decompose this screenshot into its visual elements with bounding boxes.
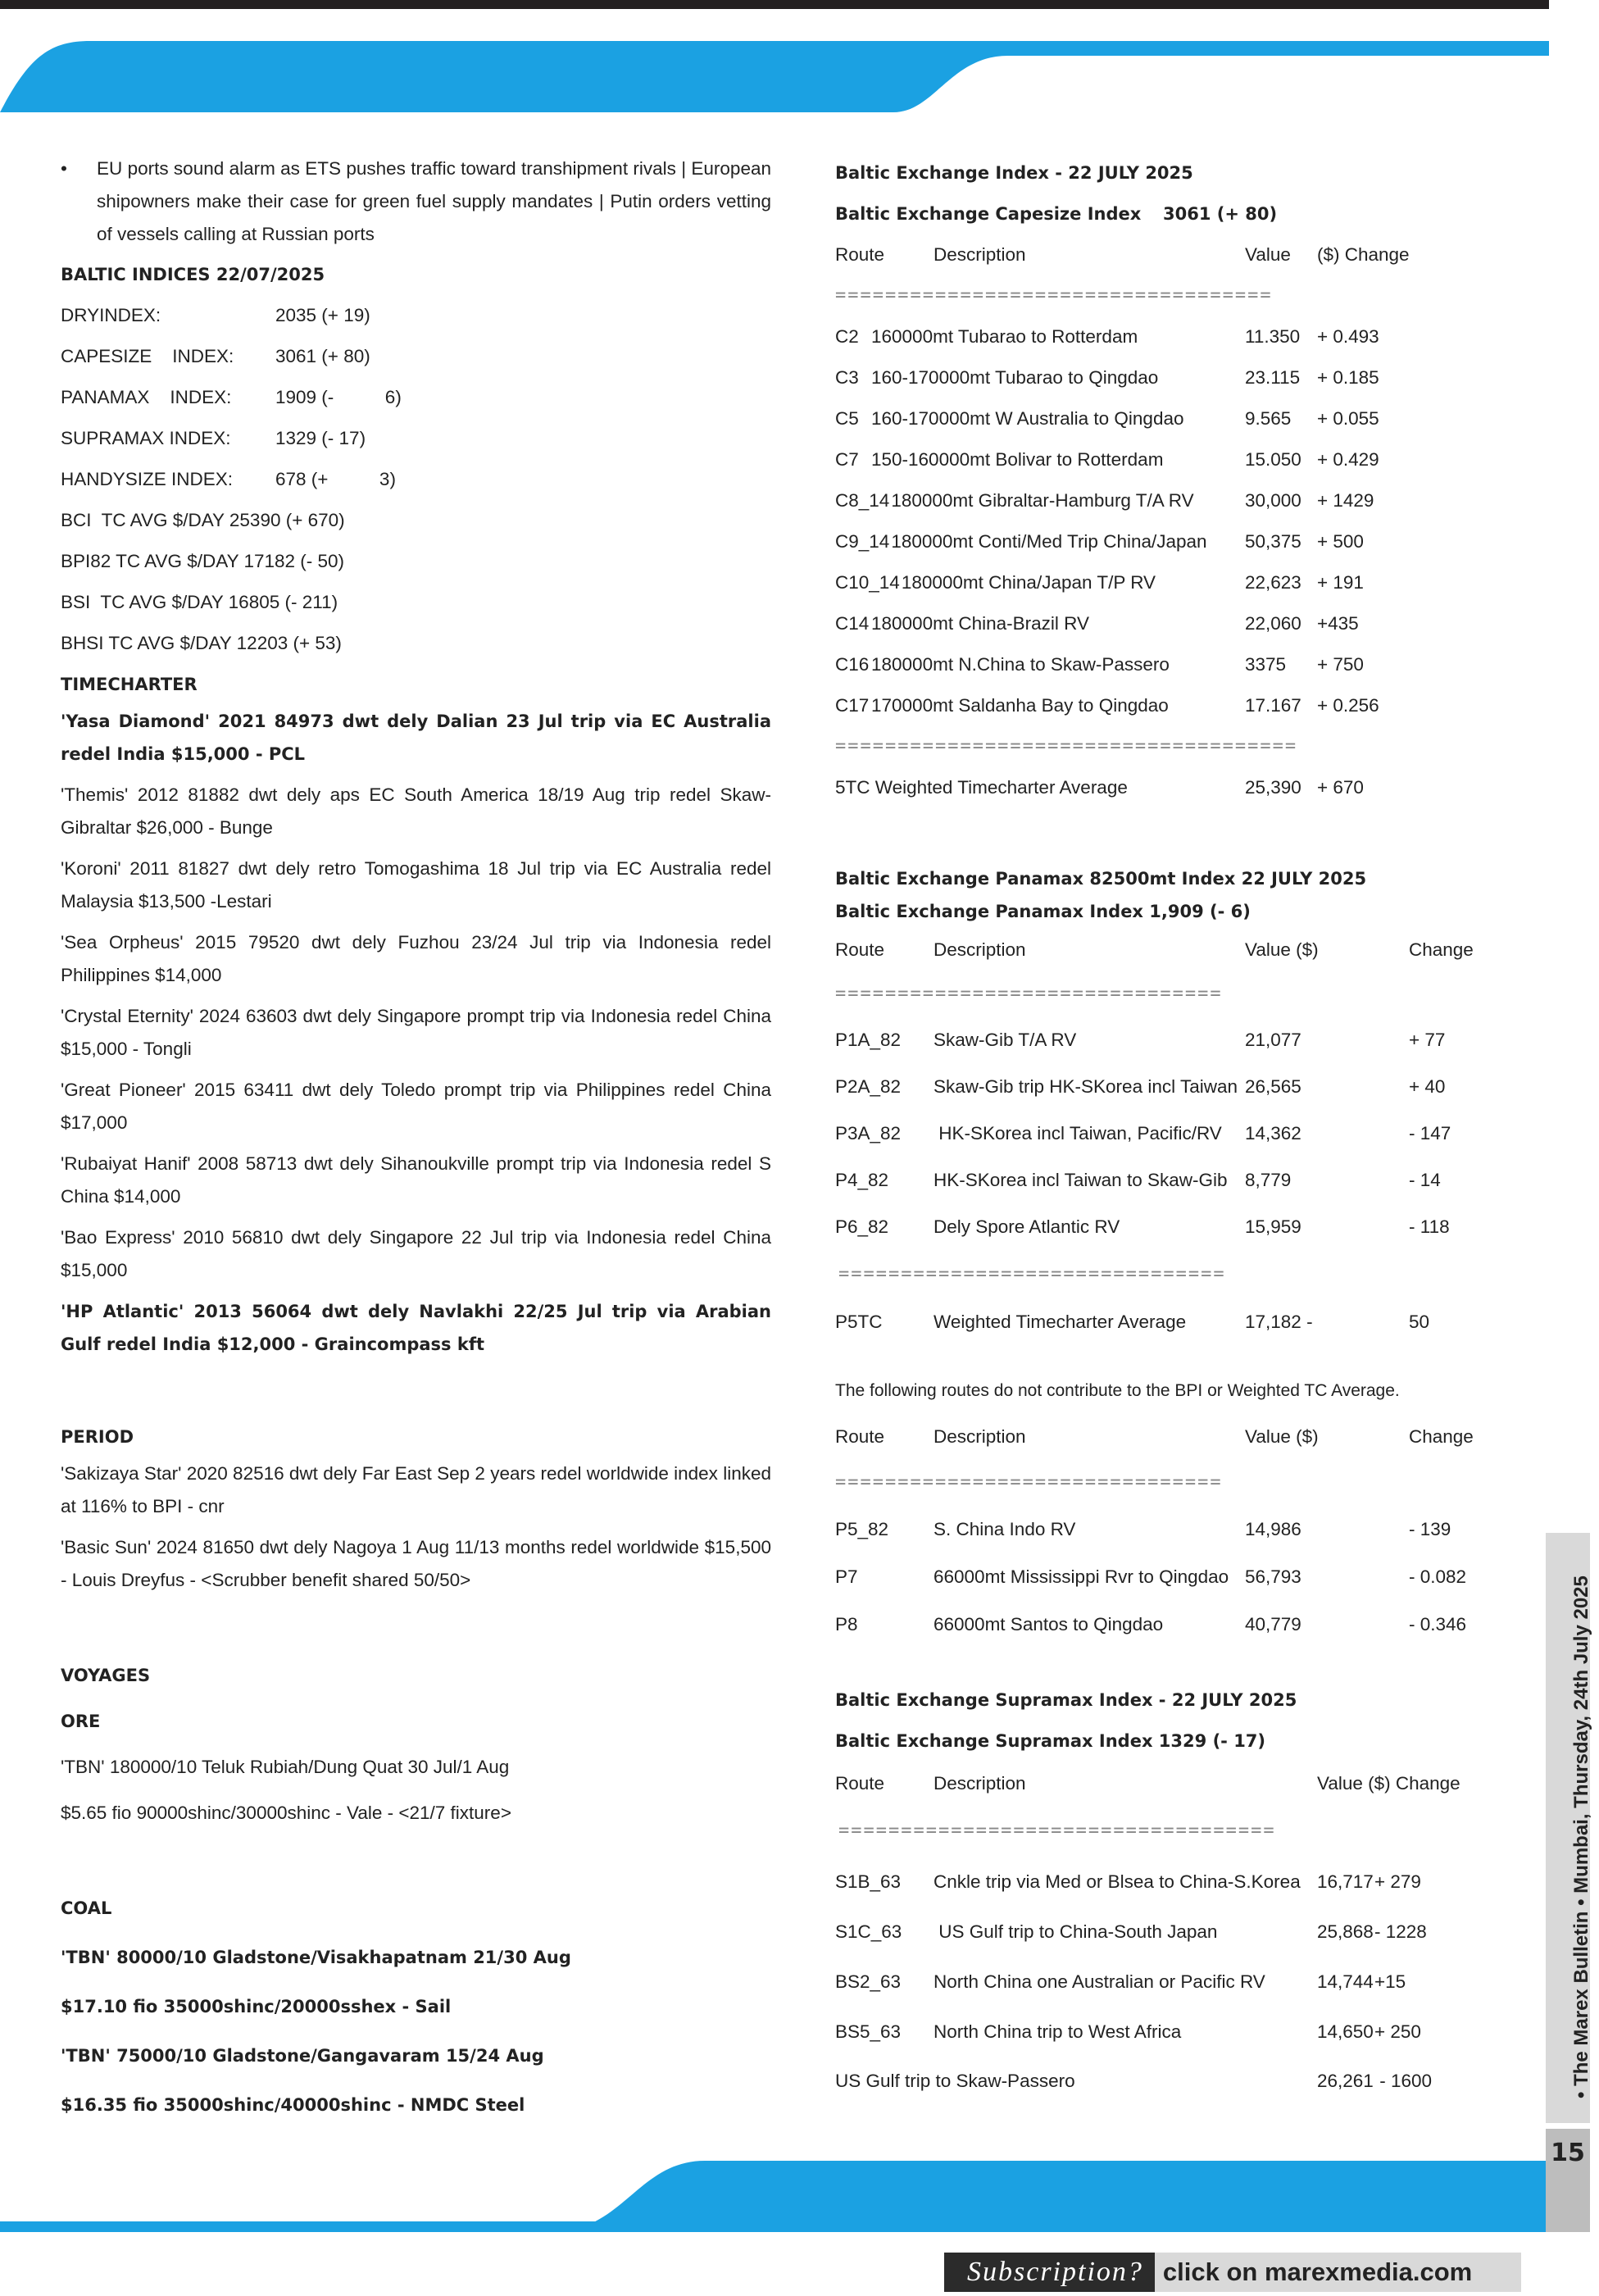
route-description: S. China Indo RV [934,1519,1076,1539]
route-code: P7 [835,1566,858,1587]
capesize-avg-row [835,767,1550,808]
route-value: 30,000 [1245,490,1301,511]
panamax-header-row [835,928,1550,972]
route-change: + 250 [1374,2021,1421,2042]
avg-code: P5TC [835,1312,883,1332]
route-description: 66000mt Mississippi Rvr to Qingdao [934,1566,1229,1587]
route-code: C9_14 [835,531,890,552]
value-group [1245,439,1379,480]
route-change: - 0.346 [1409,1614,1467,1634]
route-change: - 14 [1409,1170,1441,1190]
route-change: + 40 [1409,1076,1446,1097]
subscription-link[interactable]: click on marexmedia.com [1155,2253,1521,2292]
index-value: 1909 (- 6) [275,387,402,407]
route-change: - 147 [1409,1123,1451,1143]
route-change: - 0.082 [1409,1566,1467,1587]
index-value: 2035 (+ 19) [275,305,370,325]
route-value: 22,060 [1245,613,1301,634]
table-row [835,521,1550,562]
period-heading: PERIOD [61,1427,134,1447]
table-row [835,2007,1550,2057]
capesize-subtitle-value: 3061 (+ 80) [1163,204,1278,224]
table-row [835,357,1550,398]
tc-avg-list [61,500,771,664]
route-value: 14,650 [1317,2021,1374,2042]
route-description: 160-170000mt W Australia to Qingdao [871,408,1184,429]
panamax-table-2 [835,1506,1550,1648]
header-blue-band [0,41,1549,112]
value-group [1245,644,1364,685]
value-group [1245,603,1359,644]
supramax-table [835,1857,1550,2057]
tc-avg-line: BPI82 TC AVG $/DAY 17182 (- 50) [61,551,345,571]
route-description: 150-160000mt Bolivar to Rotterdam [871,449,1164,470]
route-change: + 0.185 [1317,367,1379,388]
route-value: 26,261 [1317,2071,1374,2091]
route-value: 26,565 [1245,1076,1301,1097]
route-code: C7 [835,449,859,470]
route-code: C8_14 [835,490,890,511]
supramax-last-row [835,2057,1550,2106]
table-row [835,562,1550,603]
route-value: 14,986 [1245,1519,1301,1539]
route-code: P1A_82 [835,1030,902,1050]
route-change: + 750 [1317,654,1364,675]
route-code: P5_82 [835,1519,889,1539]
route-description: 180000mt Conti/Med Trip China/Japan [891,531,1207,552]
page-number: 15 [1546,2129,1590,2178]
route-code: C2 [835,326,859,347]
footer-blue-line [0,2221,1549,2232]
route-change: + 77 [1409,1030,1446,1050]
index-label: SUPRAMAX INDEX: [61,428,231,448]
route-description: 160-170000mt Tubarao to Qingdao [871,367,1159,388]
col-header-value-change: Value ($) Change [1317,1773,1460,1794]
route-code: P3A_82 [835,1123,902,1143]
fixture-paragraph: 'HP Atlantic' 2013 56064 dwt dely Navlakhi 22/25 Jul trip via Arabian Gulf redel India $12,000 - Graincompass kft [61,1302,771,1354]
indices-heading: BALTIC INDICES 22/07/2025 [61,265,325,284]
route-description: 170000mt Saldanha Bay to Qingdao [871,695,1169,716]
table-row [835,1203,1550,1250]
route-value: 56,793 [1245,1566,1301,1587]
table-row [835,1553,1550,1601]
capesize-subtitle-row [835,193,1550,234]
route-description: HK-SKorea incl Taiwan to Skaw-Gib [934,1170,1228,1190]
route-value: 8,779 [1245,1170,1292,1190]
panamax-avg-row [835,1299,1550,1345]
coal-line: 'TBN' 80000/10 Gladstone/Visakhapatnam 21/30 Aug [61,1948,571,1967]
route-value: 22,623 [1245,572,1301,593]
route-value: 14,744 [1317,1971,1374,1992]
table-row [835,1110,1550,1157]
col-header-route: Route [835,244,885,265]
avg-change: 50 [1409,1312,1430,1332]
separator-line: ===================================== [835,736,1298,757]
fixture-paragraph: 'Crystal Eternity' 2024 63603 dwt dely Singapore prompt trip via Indonesia redel China $15,000 - Tongli [61,1006,771,1059]
fixture-paragraph: 'Themis' 2012 81882 dwt dely aps EC South America 18/19 Aug trip redel Skaw-Gibraltar $26,000 - Bunge [61,784,771,838]
value-group [1245,480,1374,521]
spacer [835,1648,1550,1680]
capesize-header-row [835,234,1550,275]
route-code: P6_82 [835,1216,889,1237]
voyages-heading: VOYAGES [61,1666,151,1685]
subscription-label[interactable]: Subscription? [944,2253,1155,2292]
table-row [835,1601,1550,1648]
table-row [835,1506,1550,1553]
value-group [1245,562,1364,603]
col-header-route: Route [835,1426,885,1447]
capesize-title: Baltic Exchange Index - 22 JULY 2025 [835,163,1193,183]
route-code: P8 [835,1614,858,1634]
subscription-banner[interactable] [944,2253,1521,2292]
route-description: Skaw-Gib trip HK-SKorea incl Taiwan [934,1076,1238,1097]
route-description: 180000mt Gibraltar-Hamburg T/A RV [891,490,1194,511]
capesize-table [835,316,1550,726]
route-description: US Gulf trip to China-South Japan [934,1921,1218,1942]
route-value: 16,717 [1317,1871,1374,1892]
ore-line: 'TBN' 180000/10 Teluk Rubiah/Dung Quat 30 Jul/1 Aug [61,1757,510,1777]
route-description: US Gulf trip to Skaw-Passero [835,2071,1075,2091]
col-header-value: Value ($) [1245,1426,1319,1447]
spacer [835,808,1550,862]
fixture-paragraph: 'Bao Express' 2010 56810 dwt dely Singapore 22 Jul trip via Indonesia redel China $15,000 [61,1227,771,1280]
route-change: + 0.256 [1317,695,1379,716]
index-label: CAPESIZE INDEX: [61,346,234,366]
route-value: 23.115 [1245,367,1301,388]
route-description: HK-SKorea incl Taiwan, Pacific/RV [934,1123,1222,1143]
route-value: 3375 [1245,654,1287,675]
route-description: 160000mt Tubarao to Rotterdam [871,326,1138,347]
route-change: - 1228 [1374,1921,1427,1942]
index-value: 678 (+ 3) [275,469,396,489]
route-description: North China trip to West Africa [934,2021,1182,2042]
table-row [835,644,1550,685]
col-header-value: Value [1245,244,1291,265]
avg-label: Weighted Timecharter Average [934,1312,1187,1332]
route-description: Dely Spore Atlantic RV [934,1216,1120,1237]
route-change: + 500 [1317,531,1364,552]
indices-list [61,295,771,500]
fixture-paragraph: 'Koroni' 2011 81827 dwt dely retro Tomogashima 18 Jul trip via EC Australia redel Malaysia $13,500 -Lestari [61,858,771,912]
avg-label: 5TC Weighted Timecharter Average [835,777,1128,798]
spacer [61,1605,771,1653]
index-row [61,418,771,459]
avg-value: 17,182 - [1245,1312,1313,1332]
route-change: + 191 [1317,572,1364,593]
ore-heading: ORE [61,1712,101,1731]
route-code: S1B_63 [835,1871,902,1892]
value-group [1245,685,1379,726]
route-value: 21,077 [1245,1030,1301,1050]
route-description: 66000mt Santos to Qingdao [934,1614,1164,1634]
table-row [835,316,1550,357]
panamax-subtitle: Baltic Exchange Panamax Index 1,909 (- 6) [835,902,1251,921]
route-value: 14,362 [1245,1123,1301,1143]
route-value: 25,868 [1317,1921,1374,1942]
route-description: North China one Australian or Pacific RV [934,1971,1265,1992]
route-value: 9.565 [1245,408,1292,429]
panamax-title: Baltic Exchange Panamax 82500mt Index 22 JULY 2025 [835,869,1367,889]
index-row [61,295,771,336]
spacer [61,1836,771,1884]
route-change: - 139 [1409,1519,1451,1539]
route-code: C10_14 [835,572,900,593]
table-row [835,480,1550,521]
coal-line: $17.10 fio 35000shinc/20000sshex - Sail [61,1997,452,2016]
col-header-description: Description [934,244,1026,265]
supramax-header-row [835,1762,1550,1806]
spacer [835,1345,1550,1368]
table-row [835,398,1550,439]
fixture-paragraph: 'Great Pioneer' 2015 63411 dwt dely Toledo prompt trip via Philippines redel China $17,000 [61,1080,771,1133]
separator-line: =================================== [835,285,1273,306]
route-code: C16 [835,654,870,675]
tc-avg-line: BHSI TC AVG $/DAY 12203 (+ 53) [61,633,342,653]
right-column [835,152,1550,2106]
index-label: DRYINDEX: [61,305,161,325]
period-paragraph: 'Basic Sun' 2024 81650 dwt dely Nagoya 1 Aug 11/13 months redel worldwide $15,500 - Louis Dreyfus - <Scrubber benefit shared 50/50> [61,1537,771,1590]
table-row [835,685,1550,726]
page-gray-block [1546,2178,1590,2232]
route-value: 40,779 [1245,1614,1301,1634]
table-row [835,1857,1550,1907]
coal-line: 'TBN' 75000/10 Gladstone/Gangavaram 15/24 Aug [61,2046,544,2066]
period-list [61,1457,771,1597]
route-value: 17.167 [1245,695,1301,716]
separator-line: =============================== [835,1472,1223,1493]
timecharter-list [61,705,771,1361]
table-row [835,1063,1550,1110]
separator-line: =============================== [838,1264,1226,1284]
fixture-paragraph: 'Yasa Diamond' 2021 84973 dwt dely Dalian 23 Jul trip via EC Australia redel India $15,000 - PCL [61,712,771,764]
route-code: C14 [835,613,870,634]
route-value: 15,959 [1245,1216,1301,1237]
route-code: P2A_82 [835,1076,902,1097]
route-description: 180000mt China-Brazil RV [871,613,1089,634]
tc-avg-line: BCI TC AVG $/DAY 25390 (+ 670) [61,510,345,530]
route-change: - 1600 [1374,2071,1433,2091]
value-group [1245,357,1379,398]
index-row [61,336,771,377]
fixture-paragraph: 'Sea Orpheus' 2015 79520 dwt dely Fuzhou 23/24 Jul trip via Indonesia redel Philippines $14,000 [61,932,771,985]
route-code: C17 [835,695,870,716]
footer-blue-band [557,2161,1549,2231]
route-code: S1C_63 [835,1921,902,1942]
route-code: C5 [835,408,859,429]
route-value: 50,375 [1245,531,1301,552]
index-label: HANDYSIZE INDEX: [61,469,234,489]
route-code: BS5_63 [835,2021,902,2042]
value-group [1245,521,1364,562]
col-header-route: Route [835,939,885,960]
period-paragraph: 'Sakizaya Star' 2020 82516 dwt dely Far East Sep 2 years redel worldwide index linked at 116% to BPI - cnr [61,1463,771,1516]
table-row [835,1907,1550,1957]
route-change: + 0.055 [1317,408,1379,429]
spacer [61,1369,771,1416]
index-row [61,459,771,500]
news-bullet: • EU ports sound alarm as ETS pushes traffic toward transhipment rivals | European shipowners make their case for green fuel supply mandates | Putin orders vetting of vessels calling at Russian ports [61,152,771,251]
table-row [835,1957,1550,2007]
timecharter-heading: TIMECHARTER [61,675,198,694]
route-change: +435 [1317,613,1359,634]
index-row [61,377,771,418]
col-header-route: Route [835,1773,885,1794]
route-change: + 0.493 [1317,326,1379,347]
index-label: PANAMAX INDEX: [61,387,232,407]
col-header-description: Description [934,1773,1026,1794]
left-column [61,152,771,2130]
panamax-table [835,1016,1550,1250]
route-change: + 279 [1374,1871,1421,1892]
capesize-subtitle: Baltic Exchange Capesize Index [835,204,1142,224]
table-row [835,1016,1550,1063]
route-change: + 1429 [1317,490,1374,511]
col-header-change: ($) Change [1317,244,1410,265]
route-code: P4_82 [835,1170,889,1190]
route-description: 180000mt N.China to Skaw-Passero [871,654,1170,675]
route-description: Skaw-Gib T/A RV [934,1030,1077,1050]
panamax-note: The following routes do not contribute to the BPI or Weighted TC Average. [835,1381,1400,1400]
coal-line: $16.35 fio 35000shinc/40000shinc - NMDC Steel [61,2095,525,2115]
route-description: 180000mt China/Japan T/P RV [901,572,1156,593]
supramax-title: Baltic Exchange Supramax Index - 22 JULY 2025 [835,1690,1297,1710]
col-header-description: Description [934,1426,1026,1447]
value-group [1245,316,1379,357]
route-code: C3 [835,367,859,388]
publication-date-line: • The Marex Bulletin • Mumbai, Thursday, 24th July 2025 [1570,1575,1592,2098]
route-change: - 118 [1409,1216,1450,1237]
col-header-description: Description [934,939,1026,960]
route-change: + 0.429 [1317,449,1379,470]
value-group [1245,398,1379,439]
col-header-value: Value ($) [1245,939,1319,960]
col-header-change: Change [1409,1426,1474,1447]
separator-line: =================================== [838,1821,1276,1841]
separator-line: =============================== [835,984,1223,1004]
supramax-subtitle: Baltic Exchange Supramax Index 1329 (- 17) [835,1731,1266,1751]
route-value: 15.050 [1245,449,1301,470]
index-value: 1329 (- 17) [275,428,366,448]
table-row [835,439,1550,480]
route-change: +15 [1374,1971,1406,1992]
avg-change: + 670 [1317,777,1364,798]
route-description: Cnkle trip via Med or Blsea to China-S.Korea [934,1871,1301,1892]
table-row [835,1157,1550,1203]
tc-avg-line: BSI TC AVG $/DAY 16805 (- 211) [61,592,338,612]
route-code: BS2_63 [835,1971,902,1992]
route-value: 11.350 [1245,326,1301,347]
coal-heading: COAL [61,1898,112,1918]
table-row [835,603,1550,644]
avg-value: 25,390 [1245,777,1301,798]
index-value: 3061 (+ 80) [275,346,370,366]
fixture-paragraph: 'Rubaiyat Hanif' 2008 58713 dwt dely Sihanoukville prompt trip via Indonesia redel S China $14,000 [61,1153,771,1207]
col-header-change: Change [1409,939,1474,960]
ore-line: $5.65 fio 90000shinc/30000shinc - Vale - <21/7 fixture> [61,1803,511,1823]
panamax-header-row-2 [835,1414,1550,1460]
